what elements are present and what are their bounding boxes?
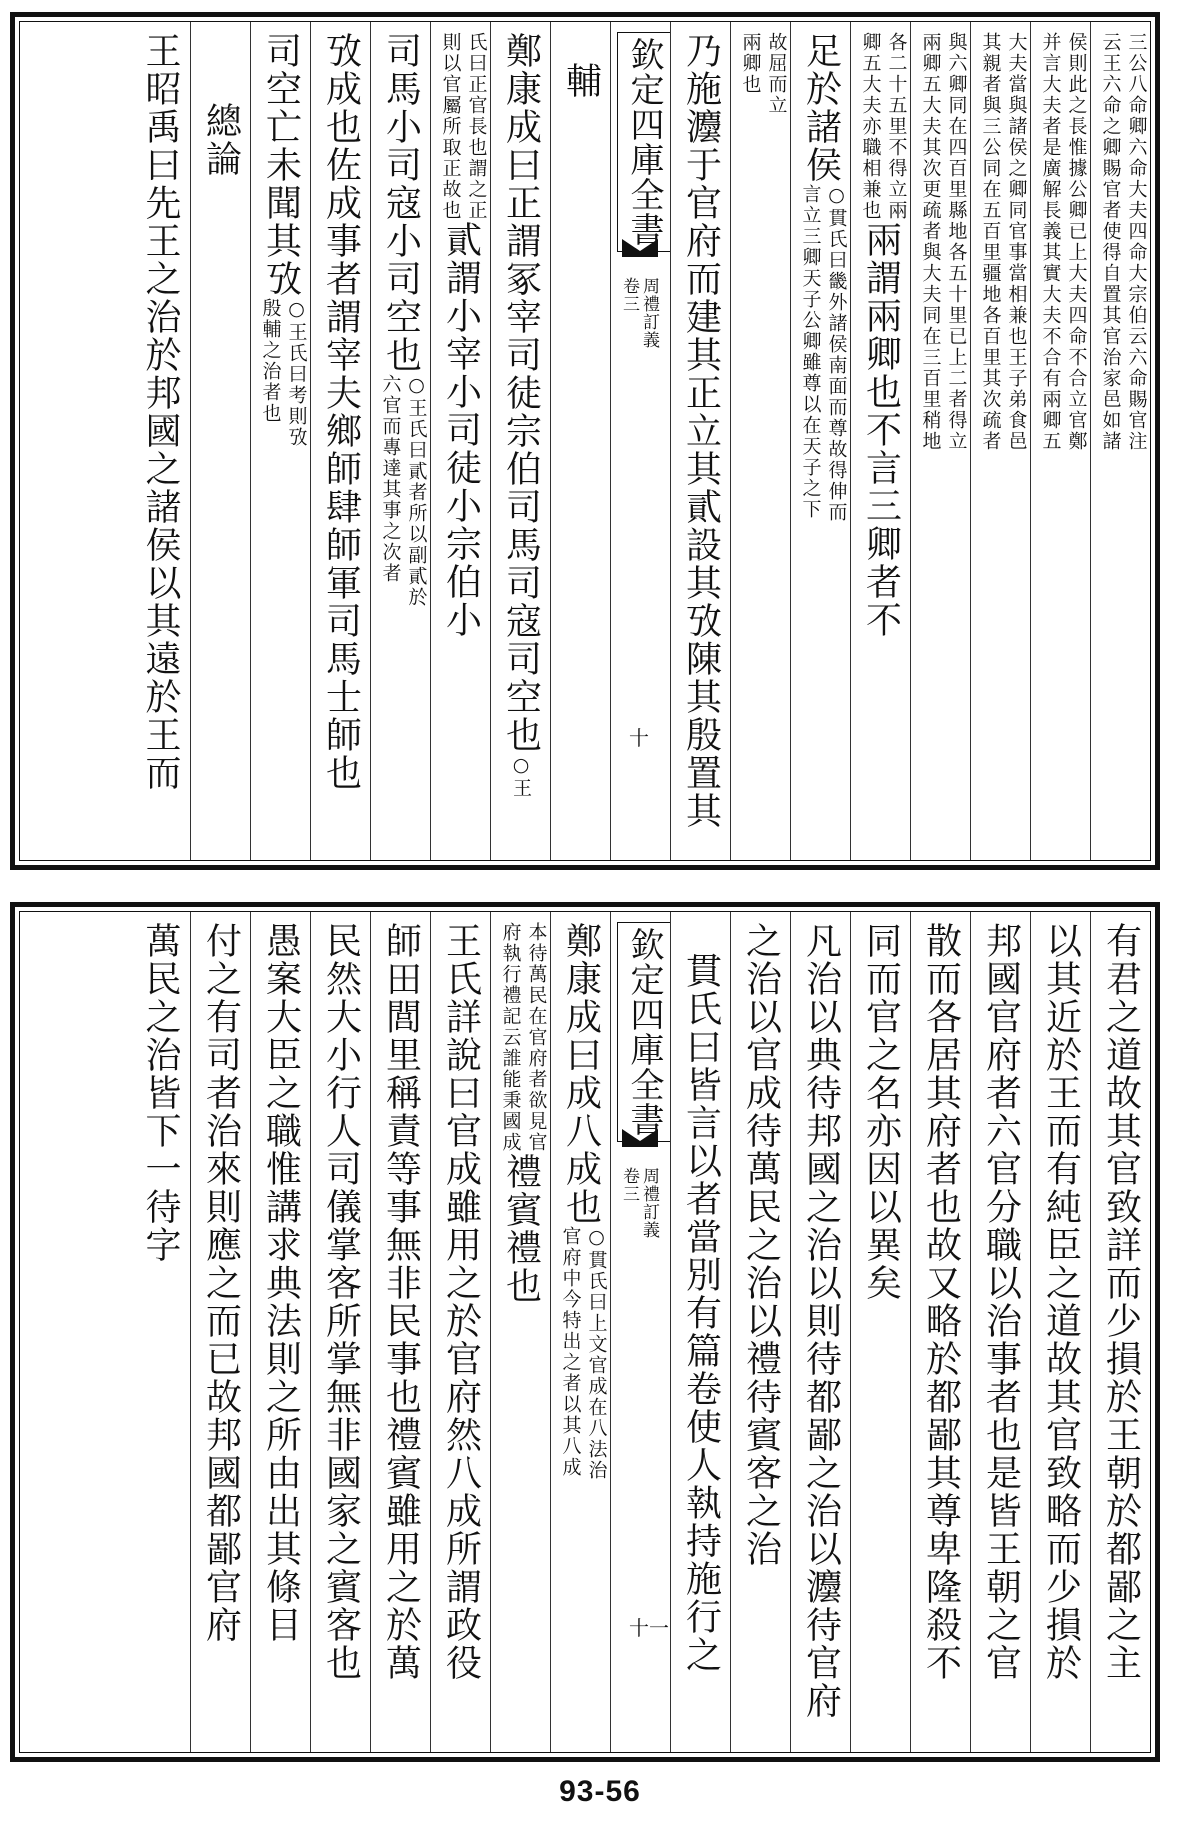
text-column [730, 912, 790, 1752]
text-column [1030, 912, 1090, 1752]
annotation-pair [856, 32, 906, 221]
text-column [130, 912, 190, 1752]
main-text: 貳謂小宰小司徒小宗伯小 [440, 221, 482, 639]
main-text: 以其近於王而有純臣之道故其官致略而少損於 [1040, 922, 1082, 1682]
main-text: 民然大小行人司儀掌客所掌無非國家之賓客也 [320, 922, 362, 1682]
text-column [1090, 22, 1150, 860]
text-column [550, 22, 610, 860]
top-page [10, 12, 1160, 870]
annotation-text: 氏曰正官長也謂之正 [465, 32, 488, 221]
main-text: 萬民之治皆下一待字 [140, 922, 181, 1264]
main-text: 邦國官府者六官分職以治事者也是皆王朝之官 [980, 922, 1022, 1682]
main-text: 師田閭里稱責等事無非民事也禮賓雖用之於萬 [380, 922, 422, 1682]
main-text: 同而官之名亦因以異矣 [860, 922, 902, 1302]
library-title: 欽定四庫全書 [617, 922, 670, 1142]
main-text: 貫氏曰皆言以者當別有篇卷使人執持施行之 [680, 952, 722, 1674]
annotation-text: 則以官屬所取正故也 [439, 32, 462, 221]
annotation-text: 與六卿同在四百里縣地各五十里已上二者得立 [945, 32, 968, 452]
annotation-pair [976, 32, 1026, 452]
annotation-text: 并言大夫者是廣解長義其實大夫不合有兩卿五 [1039, 32, 1062, 452]
leaf-number: 十一 [629, 1616, 669, 1640]
text-column [670, 22, 730, 860]
text-column [490, 22, 550, 860]
annotation-text: 六官而專達其事之次者 [379, 374, 402, 584]
annotation-text: ○貫氏曰畿外諸侯南面而尊故得伸而 [825, 184, 848, 523]
annotation-pair [916, 32, 966, 452]
annotation-text: 言立三卿天子公卿雖尊以在天子之下 [799, 184, 822, 520]
margin-column [610, 912, 670, 1752]
text-column [850, 22, 910, 860]
main-text: 王氏詳說曰官成雖用之於官府然八成所謂政役 [440, 922, 482, 1682]
leaf-number: 十 [629, 726, 649, 750]
main-text: 兩謂兩卿也不言三卿者不 [860, 221, 902, 639]
text-column [190, 912, 250, 1752]
annotation-text: 官府中今特出之者以其八成 [559, 1226, 582, 1478]
text-column [1030, 22, 1090, 860]
library-title: 欽定四庫全書 [617, 32, 670, 252]
main-text: 之治以官成待萬民之治以禮待賓客之治 [740, 922, 782, 1568]
annotation-pair [1096, 32, 1146, 452]
annotation-text: 兩卿五大夫其次更疏者與大夫同在三百里稍地 [919, 32, 942, 452]
volume-label: 卷三 [619, 1167, 639, 1203]
page-number: 93-56 [559, 1775, 641, 1808]
bottom-page [10, 902, 1160, 1762]
text-column [970, 22, 1030, 860]
main-text: 乃施灋于官府而建其正立其貳設其攷陳其殷置其 [680, 32, 722, 830]
annotation-text: 云王六命之卿賜官者使得自置其官治家邑如諸 [1099, 32, 1122, 452]
annotation-text: 其親者與三公同在五百里疆地各百里其次疏者 [979, 32, 1002, 452]
text-column [1090, 912, 1150, 1752]
annotation-text: 故屈而立 [765, 32, 788, 116]
annotation-text: 府執行禮記云誰能秉國成 [499, 922, 522, 1153]
main-text: 輔 [560, 62, 602, 100]
main-text: 足於諸侯 [800, 32, 842, 184]
main-text: 愚案大臣之職惟講求典法則之所由出其條目 [260, 922, 302, 1644]
book-title: 周禮訂義 [639, 277, 659, 349]
book-title: 周禮訂義 [639, 1167, 659, 1239]
fishtail-mark-icon [621, 237, 659, 259]
annotation-text: ○王氏曰考則攷 [285, 298, 308, 448]
text-column [310, 22, 370, 860]
annotation-pair [376, 374, 426, 608]
annotation-text: ○貫氏曰上文官成在八法治 [585, 1226, 608, 1481]
top-page-text-frame [19, 21, 1151, 861]
text-column [730, 22, 790, 860]
text-column [970, 912, 1030, 1752]
annotation-pair [496, 922, 546, 1153]
main-text: 王昭禹曰先王之治於邦國之諸侯以其遠於王而 [140, 32, 181, 792]
text-column [550, 912, 610, 1752]
annotation-pair [796, 184, 846, 523]
main-text: 凡治以典待邦國之治以則待都鄙之治以灋待官府 [800, 922, 842, 1720]
annotation-text: 各二十五里不得立兩 [885, 32, 908, 221]
annotation-pair [736, 32, 786, 116]
annotation-pair [436, 32, 486, 221]
text-column [130, 22, 190, 860]
annotation-text: 殷輔之治者也 [259, 298, 282, 424]
annotation-text: ○王 [510, 754, 532, 799]
annotation-text: 本待萬民在官府者欲見官 [525, 922, 548, 1153]
main-text: 司馬小司寇小司空也 [380, 32, 422, 374]
text-column [790, 22, 850, 860]
bottom-page-text-frame [19, 911, 1151, 1753]
main-text: 有君之道故其官致詳而少損於王朝於都鄙之主 [1100, 922, 1142, 1682]
annotation-pair [1036, 32, 1086, 452]
main-text: 禮賓禮也 [500, 1153, 542, 1305]
text-column [790, 912, 850, 1752]
text-column [910, 22, 970, 860]
annotation-text: 兩卿也 [739, 32, 762, 95]
text-column [190, 22, 250, 860]
main-text: 付之有司者治來則應之而已故邦國都鄙官府 [200, 922, 242, 1644]
text-column [250, 912, 310, 1752]
main-text: 總論 [200, 102, 242, 178]
text-column [490, 912, 550, 1752]
text-column [370, 22, 430, 860]
annotation-text: 卿五大夫亦職相兼也 [859, 32, 882, 221]
text-column [310, 912, 370, 1752]
annotation-text: 侯則此之長惟據公卿已上大夫四命不合立官鄭 [1065, 32, 1088, 452]
text-column [850, 912, 910, 1752]
volume-label: 卷三 [619, 277, 639, 313]
main-text: 散而各居其府者也故又略於都鄙其尊卑隆殺不 [920, 922, 962, 1682]
annotation-pair [556, 1226, 606, 1481]
annotation-pair [256, 298, 306, 448]
annotation-text: ○王氏曰貳者所以副貳於 [405, 374, 428, 608]
main-text: 鄭康成曰成八成也 [560, 922, 602, 1226]
text-column [250, 22, 310, 860]
margin-column [610, 22, 670, 860]
annotation-text: 三公八命卿六命大夫四命大宗伯云六命賜官注 [1125, 32, 1148, 452]
fishtail-mark-icon [621, 1127, 659, 1149]
text-column [670, 912, 730, 1752]
main-text: 司空亡未聞其攷 [260, 32, 302, 298]
text-column [430, 912, 490, 1752]
annotation-text: 大夫當與諸侯之卿同官事當相兼也王子弟食邑 [1005, 32, 1028, 452]
main-text: 攷成也佐成事者謂宰夫鄉師肆師軍司馬士師也 [320, 32, 362, 792]
text-column [370, 912, 430, 1752]
main-text: 鄭康成曰正謂冢宰司徒宗伯司馬司寇司空也 [500, 32, 542, 754]
text-column [430, 22, 490, 860]
text-column [910, 912, 970, 1752]
